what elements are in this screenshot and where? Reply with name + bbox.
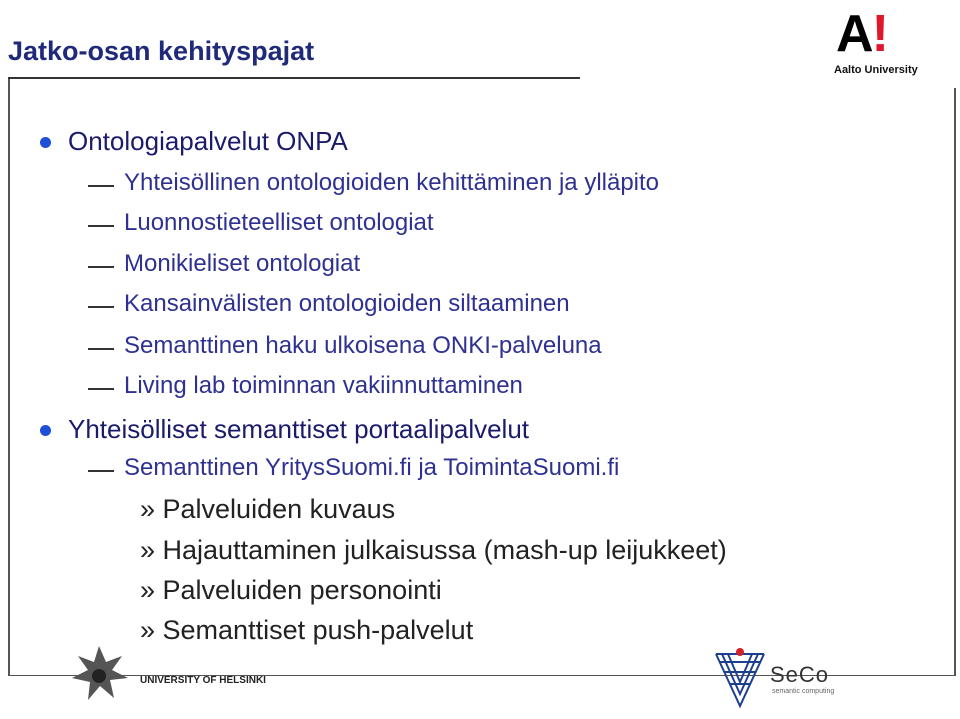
dash-icon bbox=[88, 348, 114, 350]
list-item-level-2: Living lab toiminnan vakiinnuttaminen bbox=[124, 372, 523, 399]
list-item-level-3: » Hajauttaminen julkaisussa (mash-up leijukkeet) bbox=[140, 535, 727, 565]
seco-name: SeCo bbox=[770, 662, 830, 687]
list-item-level-1: Yhteisölliset semanttiset portaalipalvelut bbox=[68, 414, 530, 444]
seco-logo bbox=[712, 646, 862, 716]
dash-icon bbox=[88, 306, 114, 308]
seco-emblem-icon bbox=[712, 646, 768, 712]
list-item-level-2: Luonnostieteelliset ontologiat bbox=[124, 209, 434, 236]
university-of-helsinki-logo bbox=[62, 640, 282, 714]
list-item-level-3: » Palveluiden kuvaus bbox=[140, 494, 396, 524]
list-item-level-2: Yhteisöllinen ontologioiden kehittäminen ja ylläpito bbox=[124, 169, 660, 196]
dash-icon bbox=[88, 185, 114, 187]
dash-icon bbox=[88, 388, 114, 390]
bullet-dot-icon bbox=[40, 425, 51, 436]
list-item-level-2: Kansainvälisten ontologioiden siltaaminen bbox=[124, 290, 570, 317]
helsinki-name: UNIVERSITY OF HELSINKI bbox=[140, 675, 266, 686]
list-item-level-2: Semanttinen haku ulkoisena ONKI-palveluna bbox=[124, 332, 602, 359]
aalto-mark: A! bbox=[836, 5, 887, 63]
dash-icon bbox=[88, 225, 114, 227]
aalto-name: Aalto University bbox=[834, 64, 918, 76]
helsinki-emblem-icon bbox=[62, 640, 136, 714]
slide-title: Jatko-osan kehityspajat bbox=[8, 36, 315, 66]
list-item-level-1: Ontologiapalvelut ONPA bbox=[68, 126, 348, 156]
list-item-level-3: » Palveluiden personointi bbox=[140, 575, 442, 605]
list-item-level-2: Monikieliset ontologiat bbox=[124, 250, 361, 277]
seco-subtitle: semantic computing bbox=[772, 688, 835, 695]
bullet-dot-icon bbox=[40, 137, 51, 148]
list-item-level-3: » Semanttiset push-palvelut bbox=[140, 615, 474, 645]
list-item-level-2: Semanttinen YritysSuomi.fi ja ToimintaSuomi.fi bbox=[124, 454, 620, 481]
dash-icon bbox=[88, 470, 114, 472]
dash-icon bbox=[88, 266, 114, 268]
